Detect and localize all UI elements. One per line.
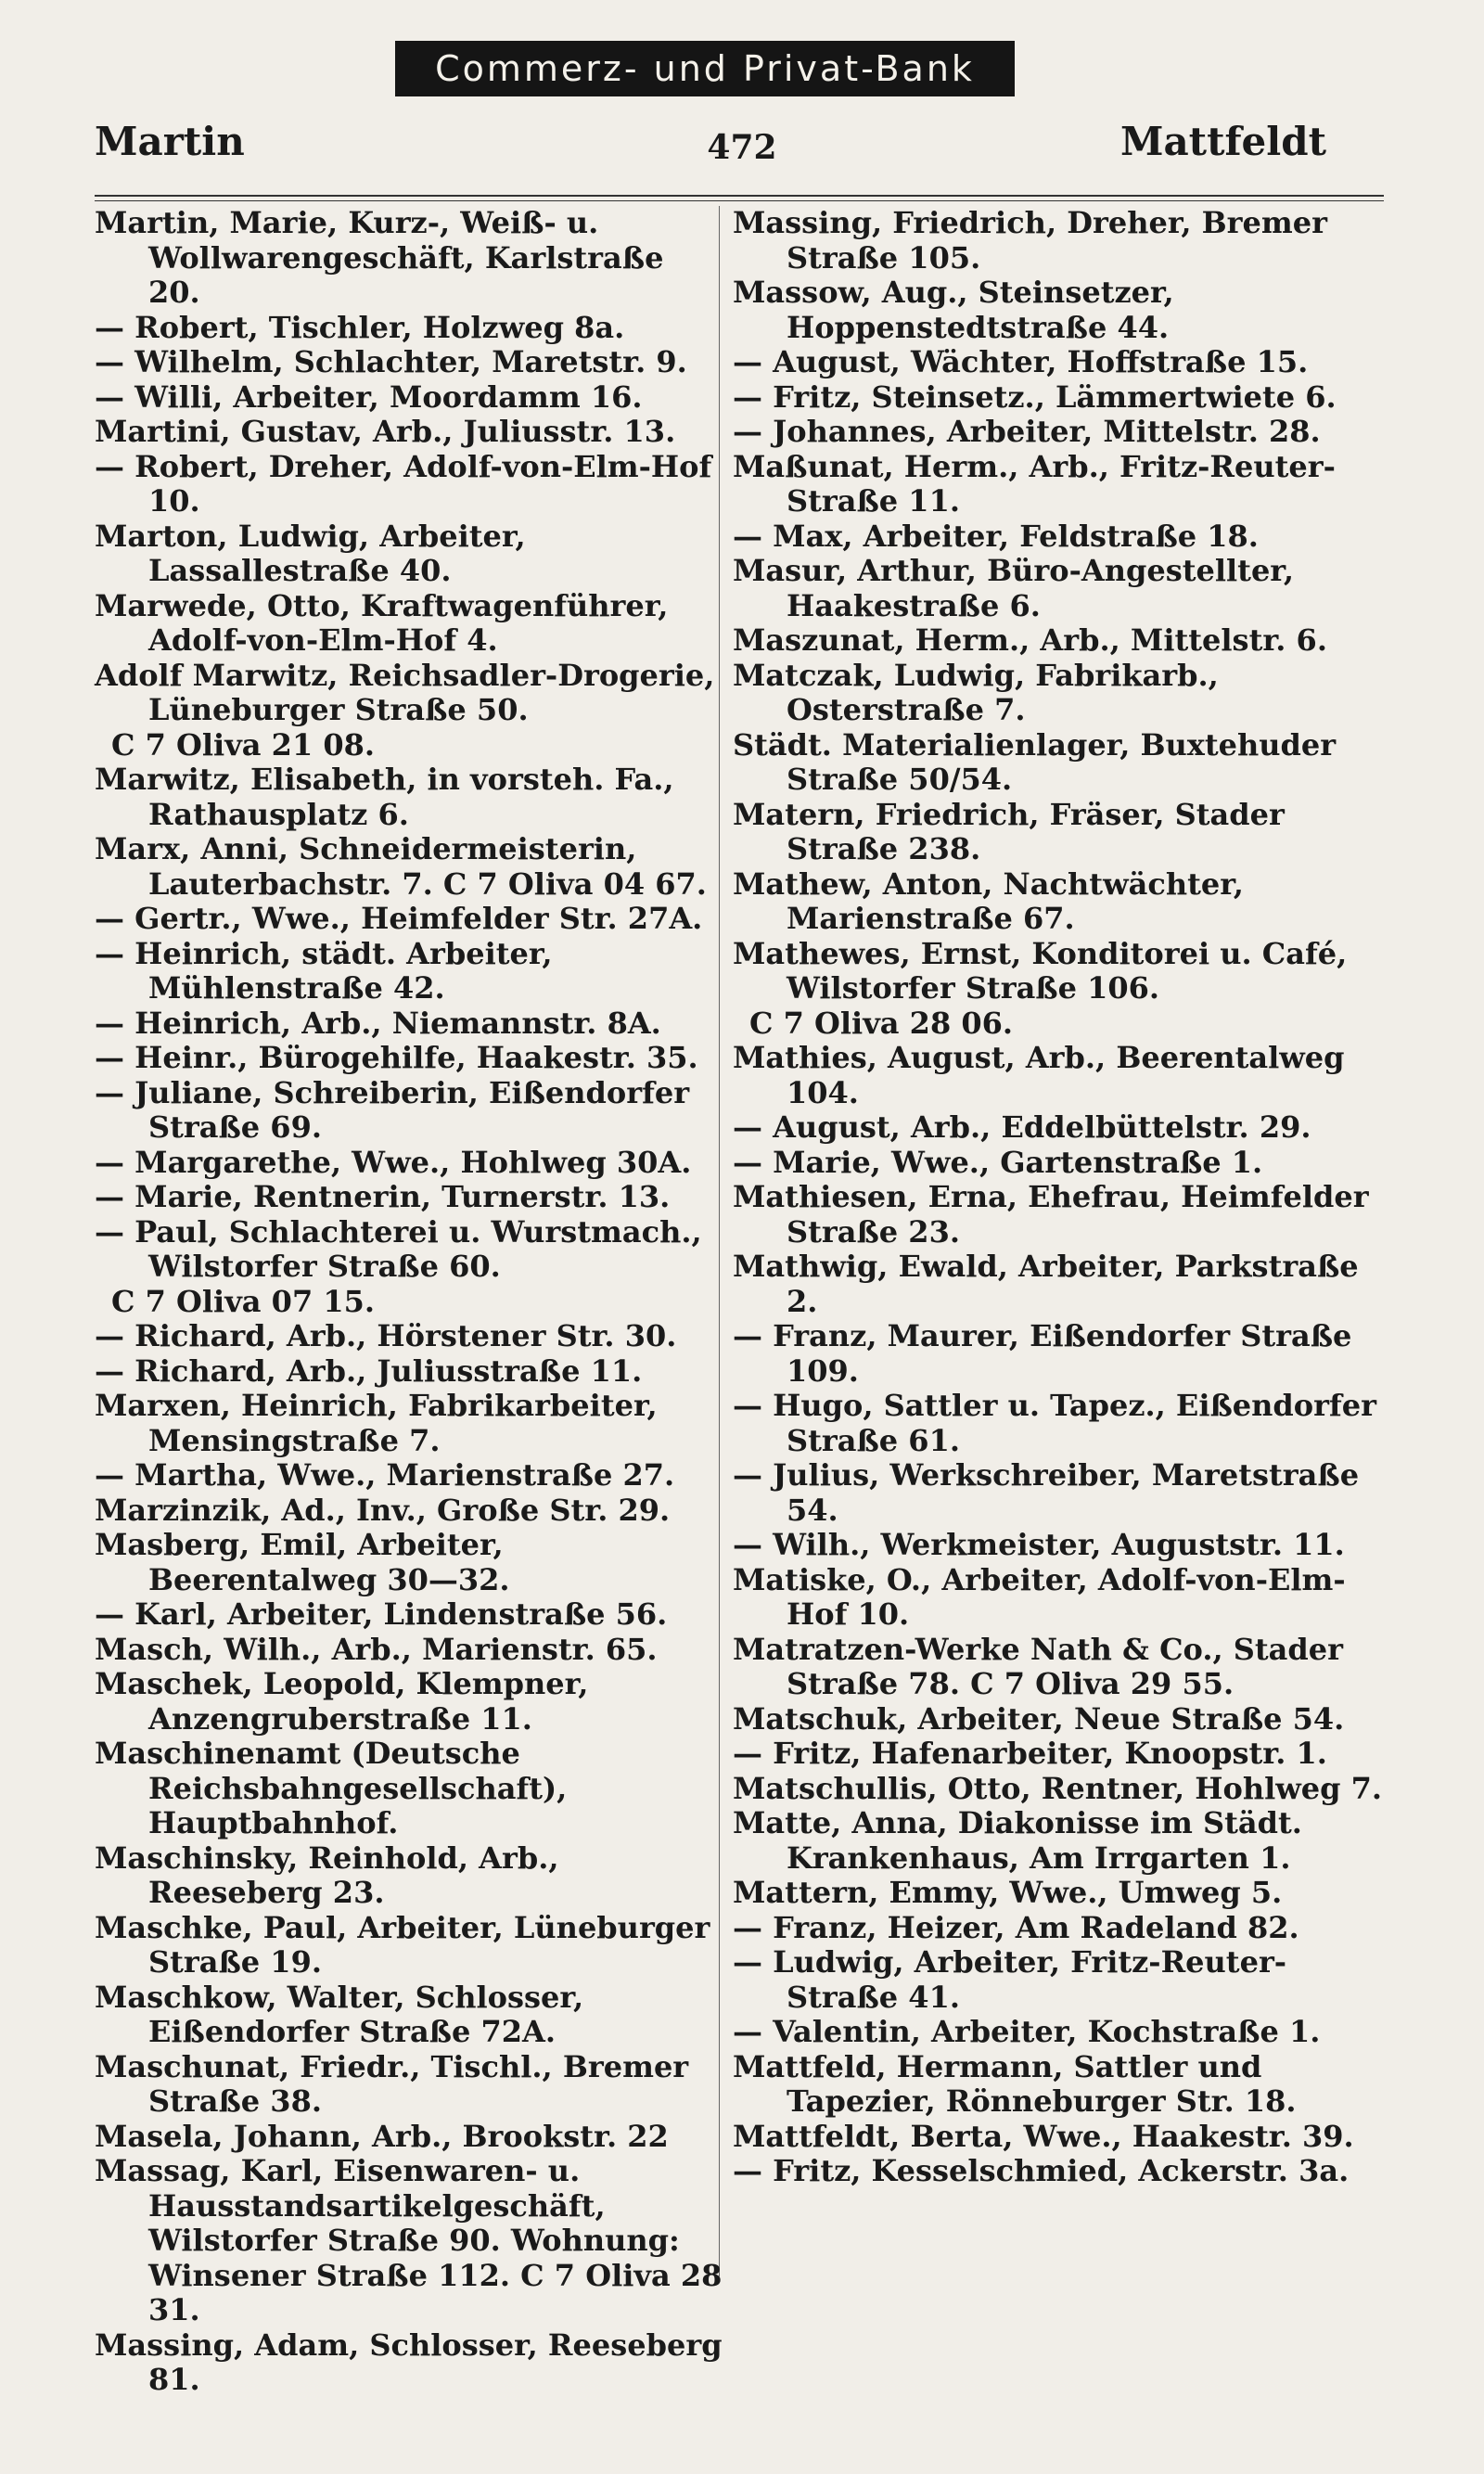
directory-entry: Mathewes, Ernst, Konditorei u. Café, Wilstorfer Straße 106. — [733, 935, 1348, 1006]
directory-entry: — Julius, Werkschreiber, Maretstraße 54. — [733, 1457, 1360, 1528]
directory-entry: — Hugo, Sattler u. Tapez., Eißendorfer Straße 61. — [733, 1388, 1376, 1458]
directory-entry: — Willi, Arbeiter, Moordamm 16. — [95, 378, 643, 415]
directory-entry: — Karl, Arbeiter, Lindenstraße 56. — [95, 1596, 668, 1632]
directory-entry: Matte, Anna, Diakonisse im Städt. Krankenhaus, Am Irrgarten 1. — [733, 1805, 1302, 1876]
directory-entry: — Franz, Heizer, Am Radeland 82. — [733, 1909, 1299, 1945]
directory-entry: Massing, Friedrich, Dreher, Bremer Straße 105. — [733, 205, 1327, 276]
directory-entry: — Fritz, Hafenarbeiter, Knoopstr. 1. — [733, 1736, 1327, 1771]
directory-entry: Mathiesen, Erna, Ehefrau, Heimfelder Straße 23. — [733, 1179, 1369, 1250]
directory-entry: Mathew, Anton, Nachtwächter, Marienstraße 67. — [733, 865, 1244, 936]
directory-entry: — Gertr., Wwe., Heimfelder Str. 27A. — [95, 901, 703, 936]
directory-entry: Masch, Wilh., Arb., Marienstr. 65. — [95, 1631, 658, 1667]
advertisement-banner: Commerz- und Privat-Bank — [395, 41, 1015, 96]
directory-entry: — Valentin, Arbeiter, Kochstraße 1. — [733, 2014, 1321, 2049]
directory-entry: Maschkow, Walter, Schlosser, Eißendorfer Straße 72A. — [95, 1979, 584, 2049]
directory-entry: — Marie, Wwe., Gartenstraße 1. — [733, 1144, 1263, 1180]
directory-entry: — Martha, Wwe., Marienstraße 27. — [95, 1457, 675, 1493]
directory-entry: Mattfeldt, Berta, Wwe., Haakestr. 39. — [733, 2118, 1354, 2154]
directory-entry: Massing, Adam, Schlosser, Reeseberg 81. — [95, 2327, 723, 2397]
directory-entry: Martini, Gustav, Arb., Juliusstr. 13. — [95, 414, 676, 449]
directory-entry: Mathies, August, Arb., Beerentalweg 104. — [733, 1040, 1345, 1110]
running-head-left: Martin — [95, 119, 245, 164]
directory-entry: C 7 Oliva 07 15. — [111, 1283, 376, 1319]
directory-entry: Maschunat, Friedr., Tischl., Bremer Straße 38. — [95, 2048, 689, 2119]
directory-entry: — Richard, Arb., Hörstener Str. 30. — [95, 1318, 677, 1353]
directory-entry: C 7 Oliva 28 06. — [749, 1005, 1014, 1041]
page-number: 472 — [707, 128, 777, 167]
directory-entry: — Franz, Maurer, Eißendorfer Straße 109. — [733, 1318, 1352, 1389]
directory-entry: — Juliane, Schreiberin, Eißendorfer Straße 69. — [95, 1074, 690, 1145]
directory-entry: Marzinzik, Ad., Inv., Große Str. 29. — [95, 1492, 671, 1528]
header-rule-thin — [95, 200, 1384, 201]
directory-entry: Maschinenamt (Deutsche Reichsbahngesellschaft), Hauptbahnhof. — [95, 1736, 568, 1840]
directory-entry: Matczak, Ludwig, Fabrikarb., Osterstraße 7. — [733, 657, 1219, 727]
directory-entry: Massag, Karl, Eisenwaren- u. Hausstandsartikelgeschäft, Wilstorfer Straße 90. Wohnung: Winsener Straße 112. C 7 Oliva 28 31. — [95, 2153, 723, 2327]
directory-entry: — Ludwig, Arbeiter, Fritz-Reuter-Straße 41. — [733, 1944, 1287, 2015]
directory-entry: Mattern, Emmy, Wwe., Umweg 5. — [733, 1875, 1283, 1910]
directory-entry: — Wilhelm, Schlachter, Maretstr. 9. — [95, 344, 687, 379]
directory-entry: Massow, Aug., Steinsetzer, Hoppenstedtstraße 44. — [733, 275, 1174, 345]
directory-entry: Maszunat, Herm., Arb., Mittelstr. 6. — [733, 622, 1327, 658]
directory-entry: Martin, Marie, Kurz-, Weiß- u. Wollwarengeschäft, Karlstraße 20. — [95, 205, 664, 310]
directory-entry: Marton, Ludwig, Arbeiter, Lassallestraße 40. — [95, 518, 526, 588]
directory-entry: — Heinr., Bürogehilfe, Haakestr. 35. — [95, 1040, 698, 1075]
directory-entry: Maßunat, Herm., Arb., Fritz-Reuter-Straße 11. — [733, 448, 1336, 519]
directory-entry: — August, Wächter, Hoffstraße 15. — [733, 344, 1309, 379]
directory-entry: Masberg, Emil, Arbeiter, Beerentalweg 30—32. — [95, 1527, 510, 1597]
directory-entry: Städt. Materialienlager, Buxtehuder Straße 50/54. — [733, 726, 1337, 797]
directory-entry: — Margarethe, Wwe., Hohlweg 30A. — [95, 1144, 692, 1180]
directory-entry: — Richard, Arb., Juliusstraße 11. — [95, 1352, 643, 1389]
directory-entry: — Robert, Dreher, Adolf-von-Elm-Hof 10. — [95, 448, 712, 519]
directory-entry: — Max, Arbeiter, Feldstraße 18. — [733, 518, 1259, 554]
directory-entry: Matratzen-Werke Nath & Co., Stader Straße 78. C 7 Oliva 29 55. — [733, 1631, 1343, 1701]
directory-entry: Maschinsky, Reinhold, Arb., Reeseberg 23. — [95, 1839, 559, 1910]
directory-entry: Marwitz, Elisabeth, in vorsteh. Fa., Rathausplatz 6. — [95, 762, 674, 832]
directory-entry: Masela, Johann, Arb., Brookstr. 22 — [95, 2118, 669, 2154]
directory-entry: — Heinrich, städt. Arbeiter, Mühlenstraße 42. — [95, 935, 553, 1006]
running-head-right: Mattfeldt — [1119, 119, 1326, 164]
directory-entry: — Paul, Schlachterei u. Wurstmach., Wilstorfer Straße 60. — [95, 1213, 702, 1284]
directory-entry: — Marie, Rentnerin, Turnerstr. 13. — [95, 1179, 671, 1214]
directory-column-right — [733, 206, 1387, 2189]
directory-entry: — Robert, Tischler, Holzweg 8a. — [95, 309, 625, 345]
directory-entry: Maschke, Paul, Arbeiter, Lüneburger Straße 19. — [95, 1909, 710, 1980]
directory-entry: Mattfeld, Hermann, Sattler und Tapezier, Rönneburger Str. 18. — [733, 2048, 1297, 2119]
directory-entry: — Fritz, Kesselschmied, Ackerstr. 3a. — [733, 2153, 1350, 2188]
header-rule — [95, 195, 1384, 197]
directory-entry: — Heinrich, Arb., Niemannstr. 8A. — [95, 1005, 661, 1041]
directory-entry: Masur, Arthur, Büro-Angestellter, Haakestraße 6. — [733, 553, 1294, 623]
directory-entry: Marxen, Heinrich, Fabrikarbeiter, Mensingstraße 7. — [95, 1388, 658, 1458]
directory-entry: Matschuk, Arbeiter, Neue Straße 54. — [733, 1700, 1345, 1737]
directory-entry: Matschullis, Otto, Rentner, Hohlweg 7. — [733, 1770, 1383, 1806]
directory-entry: Marwede, Otto, Kraftwagenführer, Adolf-von-Elm-Hof 4. — [95, 587, 669, 658]
directory-entry: C 7 Oliva 21 08. — [111, 726, 376, 763]
directory-entry: — Fritz, Steinsetz., Lämmertwiete 6. — [733, 378, 1337, 415]
directory-entry: — August, Arb., Eddelbüttelstr. 29. — [733, 1109, 1311, 1145]
directory-entry: Matiske, O., Arbeiter, Adolf-von-Elm-Hof 10. — [733, 1561, 1346, 1632]
directory-entry: Marx, Anni, Schneidermeisterin, Lauterbachstr. 7. C 7 Oliva 04 67. — [95, 831, 707, 902]
directory-entry: — Johannes, Arbeiter, Mittelstr. 28. — [733, 414, 1321, 449]
directory-column-left — [95, 206, 725, 2398]
directory-entry: Mathwig, Ewald, Arbeiter, Parkstraße 2. — [733, 1249, 1359, 1319]
directory-entry: — Wilh., Werkmeister, Auguststr. 11. — [733, 1527, 1345, 1562]
directory-entry: Maschek, Leopold, Klempner, Anzengruberstraße 11. — [95, 1666, 589, 1737]
directory-entry: Adolf Marwitz, Reichsadler-Drogerie, Lüneburger Straße 50. — [95, 657, 715, 727]
directory-entry: Matern, Friedrich, Fräser, Stader Straße 238. — [733, 796, 1285, 866]
